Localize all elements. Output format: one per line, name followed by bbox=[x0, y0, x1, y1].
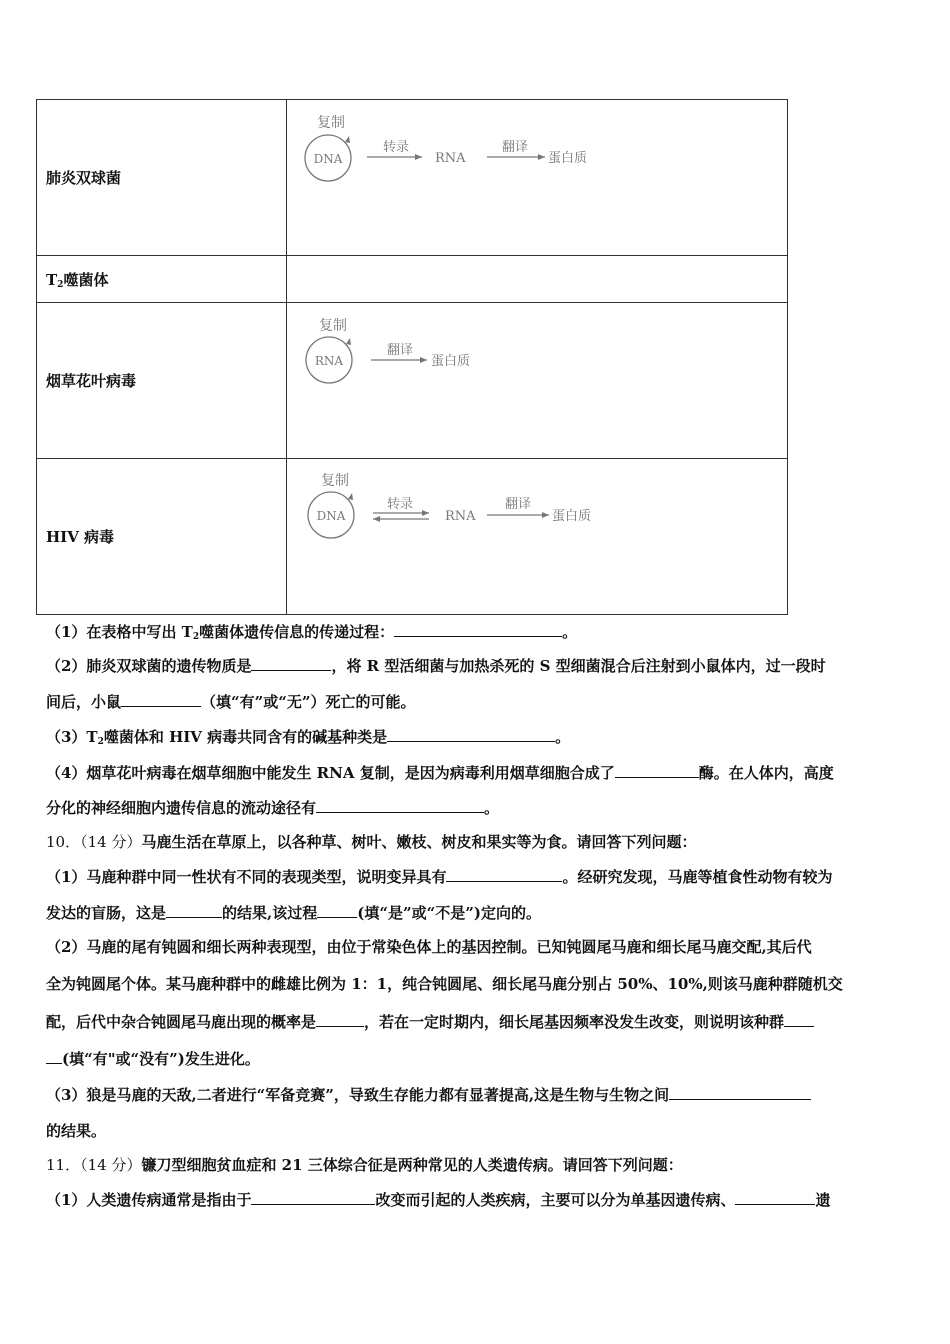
organism-name-prefix: T bbox=[46, 270, 58, 289]
arrowhead-icon bbox=[345, 136, 350, 143]
text: 全为钝圆尾个体。某马鹿种群中的雌雄比例为 1：1，纯合钝圆尾、细长尾马鹿分别占 50%、10%,则该马鹿种群随机交 bbox=[46, 975, 843, 993]
answer-blank[interactable] bbox=[317, 902, 357, 918]
answer-blank[interactable] bbox=[121, 691, 201, 707]
question-stem: 镰刀型细胞贫血症和 21 三体综合征是两种常见的人类遗传病。请回答下列问题： bbox=[141, 1156, 683, 1174]
q9-part3 bbox=[46, 726, 908, 752]
text: 配，后代中杂合钝圆尾马鹿出现的概率是 bbox=[46, 1013, 317, 1031]
source-molecule: DNA bbox=[313, 152, 343, 166]
q10-part1 bbox=[46, 866, 908, 887]
flow-diagram-cell bbox=[287, 303, 788, 459]
text: 的结果。 bbox=[46, 1122, 107, 1140]
text: （2）肺炎双球菌的遗传物质是 bbox=[46, 657, 252, 675]
replicate-label: 复制 bbox=[321, 473, 349, 489]
product: 蛋白质 bbox=[552, 509, 592, 524]
flow-diagram-cell bbox=[287, 100, 788, 256]
q10-stem bbox=[46, 832, 908, 852]
table-row bbox=[37, 303, 788, 459]
text: 改变而引起的人类疾病，主要可以分为单基因遗传病、 bbox=[375, 1191, 736, 1209]
answer-blank[interactable] bbox=[784, 1011, 814, 1027]
organism-name: HIV 病毒 bbox=[46, 528, 115, 546]
text: （2）马鹿的尾有钝圆和细长两种表现型，由位于常染色体上的基因控制。已知钝圆尾马鹿和细长尾马鹿交配,其后代 bbox=[46, 938, 812, 956]
text: ，将 R 型活细菌与加热杀死的 S 型细菌混合后注射到小鼠体内，过一段时 bbox=[331, 657, 826, 675]
q10-part2-cont2 bbox=[46, 1011, 908, 1032]
text: (填“是”或“不是”)定向的。 bbox=[357, 904, 541, 922]
arrowhead-icon bbox=[348, 493, 353, 500]
text: 噬菌体和 HIV 病毒共同含有的碱基种类是 bbox=[103, 728, 388, 746]
answer-blank[interactable] bbox=[46, 1048, 62, 1064]
q11-part1 bbox=[46, 1189, 908, 1210]
organism-name-suffix: 噬菌体 bbox=[63, 270, 109, 289]
table-row bbox=[37, 459, 788, 615]
organism-cell bbox=[37, 100, 287, 256]
text: （1）马鹿种群中同一性状有不同的表现类型，说明变异具有 bbox=[46, 868, 447, 886]
q10-part3 bbox=[46, 1084, 908, 1105]
translate-label: 翻译 bbox=[387, 343, 414, 358]
text: （1）在表格中写出 T bbox=[46, 623, 193, 641]
mid-molecule: RNA bbox=[435, 151, 466, 166]
answer-blank[interactable] bbox=[316, 797, 484, 813]
text: 间后，小鼠 bbox=[46, 693, 122, 711]
table-row bbox=[37, 100, 788, 256]
tmv-flow-diagram bbox=[287, 303, 787, 393]
text: （1）人类遗传病通常是指由于 bbox=[46, 1191, 252, 1209]
q10-part1-cont bbox=[46, 902, 908, 923]
replicate-label: 复制 bbox=[317, 115, 345, 131]
subscript: 2 bbox=[192, 632, 200, 642]
arrowhead-icon bbox=[420, 357, 427, 363]
answer-blank[interactable] bbox=[251, 655, 331, 671]
answer-blank[interactable] bbox=[166, 902, 222, 918]
answer-blank[interactable] bbox=[669, 1084, 811, 1100]
answer-blank[interactable] bbox=[316, 1011, 364, 1027]
translate-label: 翻译 bbox=[502, 140, 529, 155]
answer-cell-empty bbox=[287, 256, 788, 303]
text: 的结果,该过程 bbox=[222, 904, 318, 922]
q9-part4-cont bbox=[46, 797, 908, 818]
q11-stem bbox=[46, 1155, 908, 1175]
translate-label: 翻译 bbox=[505, 497, 532, 512]
organism-name: 烟草花叶病毒 bbox=[46, 372, 137, 390]
question-score: （14 分） bbox=[80, 1156, 142, 1174]
q10-part2-cont bbox=[46, 974, 908, 994]
arrowhead-icon bbox=[542, 512, 549, 518]
q9-part2 bbox=[46, 655, 908, 676]
organism-cell bbox=[37, 459, 287, 615]
question-number: 10． bbox=[46, 833, 81, 851]
text: 噬菌体遗传信息的传递过程： bbox=[199, 623, 395, 641]
arrowhead-icon bbox=[373, 516, 380, 522]
source-molecule: RNA bbox=[314, 354, 344, 368]
text: 。经研究发现，马鹿等植食性动物有较为 bbox=[562, 868, 833, 886]
pneumococcus-flow-diagram bbox=[287, 100, 787, 190]
text: 。 bbox=[562, 623, 578, 641]
text: 。 bbox=[555, 728, 571, 746]
mid-molecule: RNA bbox=[445, 509, 476, 524]
answer-blank[interactable] bbox=[446, 866, 562, 882]
product: 蛋白质 bbox=[548, 151, 588, 166]
replicate-label: 复制 bbox=[319, 318, 347, 334]
organism-cell bbox=[37, 303, 287, 459]
answer-blank[interactable] bbox=[251, 1189, 375, 1205]
product: 蛋白质 bbox=[431, 354, 471, 369]
text: 分化的神经细胞内遗传信息的流动途径有 bbox=[46, 799, 317, 817]
question-score: （14 分） bbox=[80, 833, 142, 851]
text: 遗 bbox=[815, 1191, 831, 1209]
answer-blank[interactable] bbox=[615, 762, 699, 778]
q9-part2-cont bbox=[46, 691, 908, 712]
text: 发达的盲肠，这是 bbox=[46, 904, 167, 922]
arrowhead-icon bbox=[415, 154, 422, 160]
arrowhead-icon bbox=[538, 154, 545, 160]
table-row bbox=[37, 256, 788, 303]
text: （3）T bbox=[46, 728, 98, 746]
q9-part1 bbox=[46, 621, 908, 647]
text: 。 bbox=[484, 799, 500, 817]
text: （填“有”或“无”）死亡的可能。 bbox=[201, 693, 416, 711]
arrowhead-icon bbox=[422, 510, 429, 516]
answer-blank[interactable] bbox=[394, 621, 562, 637]
q9-part4 bbox=[46, 762, 908, 783]
subscript: 2 bbox=[97, 737, 104, 747]
arrowhead-icon bbox=[346, 338, 351, 345]
transcribe-label: 转录 bbox=[387, 497, 414, 512]
q10-part2-cont3 bbox=[46, 1048, 908, 1069]
question-stem: 马鹿生活在草原上，以各种草、树叶、嫩枝、树皮和果实等为食。请回答下列问题： bbox=[141, 833, 697, 851]
text: ，若在一定时期内，细长尾基因频率没发生改变，则说明该种群 bbox=[364, 1013, 785, 1031]
text: 酶。在人体内，高度 bbox=[698, 764, 834, 782]
source-molecule: DNA bbox=[316, 509, 346, 523]
answer-blank[interactable] bbox=[735, 1189, 815, 1205]
question-number: 11． bbox=[46, 1156, 81, 1174]
organism-name-sub: 2 bbox=[57, 279, 64, 290]
flow-diagram-cell bbox=[287, 459, 788, 615]
text: （3）狼是马鹿的天敌,二者进行“军备竞赛”，导致生存能力都有显著提高,这是生物与生物之间 bbox=[46, 1086, 670, 1104]
transcribe-label: 转录 bbox=[383, 140, 410, 155]
text: (填“有"或“没有”)发生进化。 bbox=[62, 1050, 260, 1068]
q10-part2 bbox=[46, 937, 908, 957]
organism-cell bbox=[37, 256, 287, 303]
organism-name: 肺炎双球菌 bbox=[46, 169, 122, 187]
text: （4）烟草花叶病毒在烟草细胞中能发生 RNA 复制，是因为病毒利用烟草细胞合成了 bbox=[46, 764, 615, 782]
hiv-flow-diagram bbox=[287, 459, 787, 549]
q10-part3-cont bbox=[46, 1121, 908, 1141]
genetic-info-table bbox=[36, 99, 788, 615]
answer-blank[interactable] bbox=[387, 726, 555, 742]
